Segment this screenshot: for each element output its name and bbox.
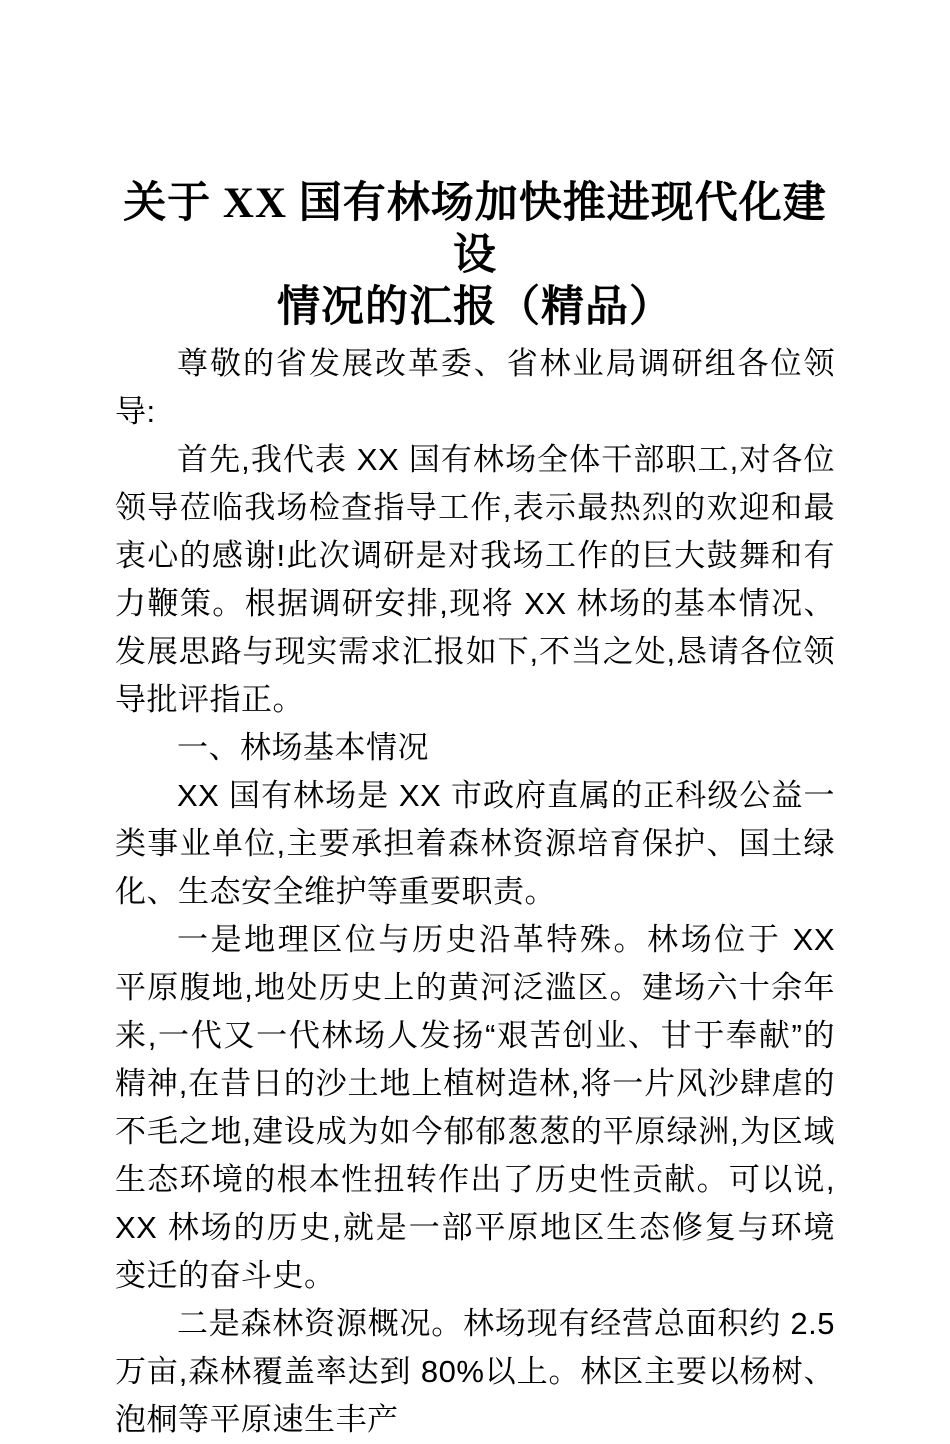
paragraph-salutation: 尊敬的省发展改革委、省林业局调研组各位领导: <box>115 346 835 429</box>
document-title-line-1: 关于 XX 国有林场加快推进现代化建设 <box>123 180 827 279</box>
document-title-line-2: 情况的汇报（精品） <box>277 284 673 331</box>
paragraph-geography-history: 一是地理区位与历史沿革特殊。林场位于 XX 平原腹地,地处历史上的黄河泛滥区。建场六十余年来,一代又一代林场人发扬“艰苦创业、甘于奉献”的精神,在昔日的沙土地上植树造林,将一片风沙肆虐的不毛之地,建设成为如今郁郁葱葱的平原绿洲,为区域生态环境的根本性扭转作出了历史性贡献。可以说,XX 林场的历史,就是一部平原地区生态修复与环境变迁的奋斗史。 <box>115 922 835 1293</box>
document-title <box>115 178 835 334</box>
section-heading-basic-situation: 一、林场基本情况 <box>177 730 429 765</box>
paragraph-forest-resources: 二是森林资源概况。林场现有经营总面积约 2.5 万亩,森林覆盖率达到 80%以上。林区主要以杨树、泡桐等平原速生丰产 <box>115 1306 835 1437</box>
paragraph-unit-overview: XX 国有林场是 XX 市政府直属的正科级公益一类事业单位,主要承担着森林资源培育保护、国土绿化、生态安全维护等重要职责。 <box>115 778 835 909</box>
paragraph-opening: 首先,我代表 XX 国有林场全体干部职工,对各位领导莅临我场检查指导工作,表示最热烈的欢迎和最衷心的感谢!此次调研是对我场工作的巨大鼓舞和有力鞭策。根据调研安排,现将 XX 林场的基本情况、发展思路与现实需求汇报如下,不当之处,恳请各位领导批评指正。 <box>115 442 835 717</box>
